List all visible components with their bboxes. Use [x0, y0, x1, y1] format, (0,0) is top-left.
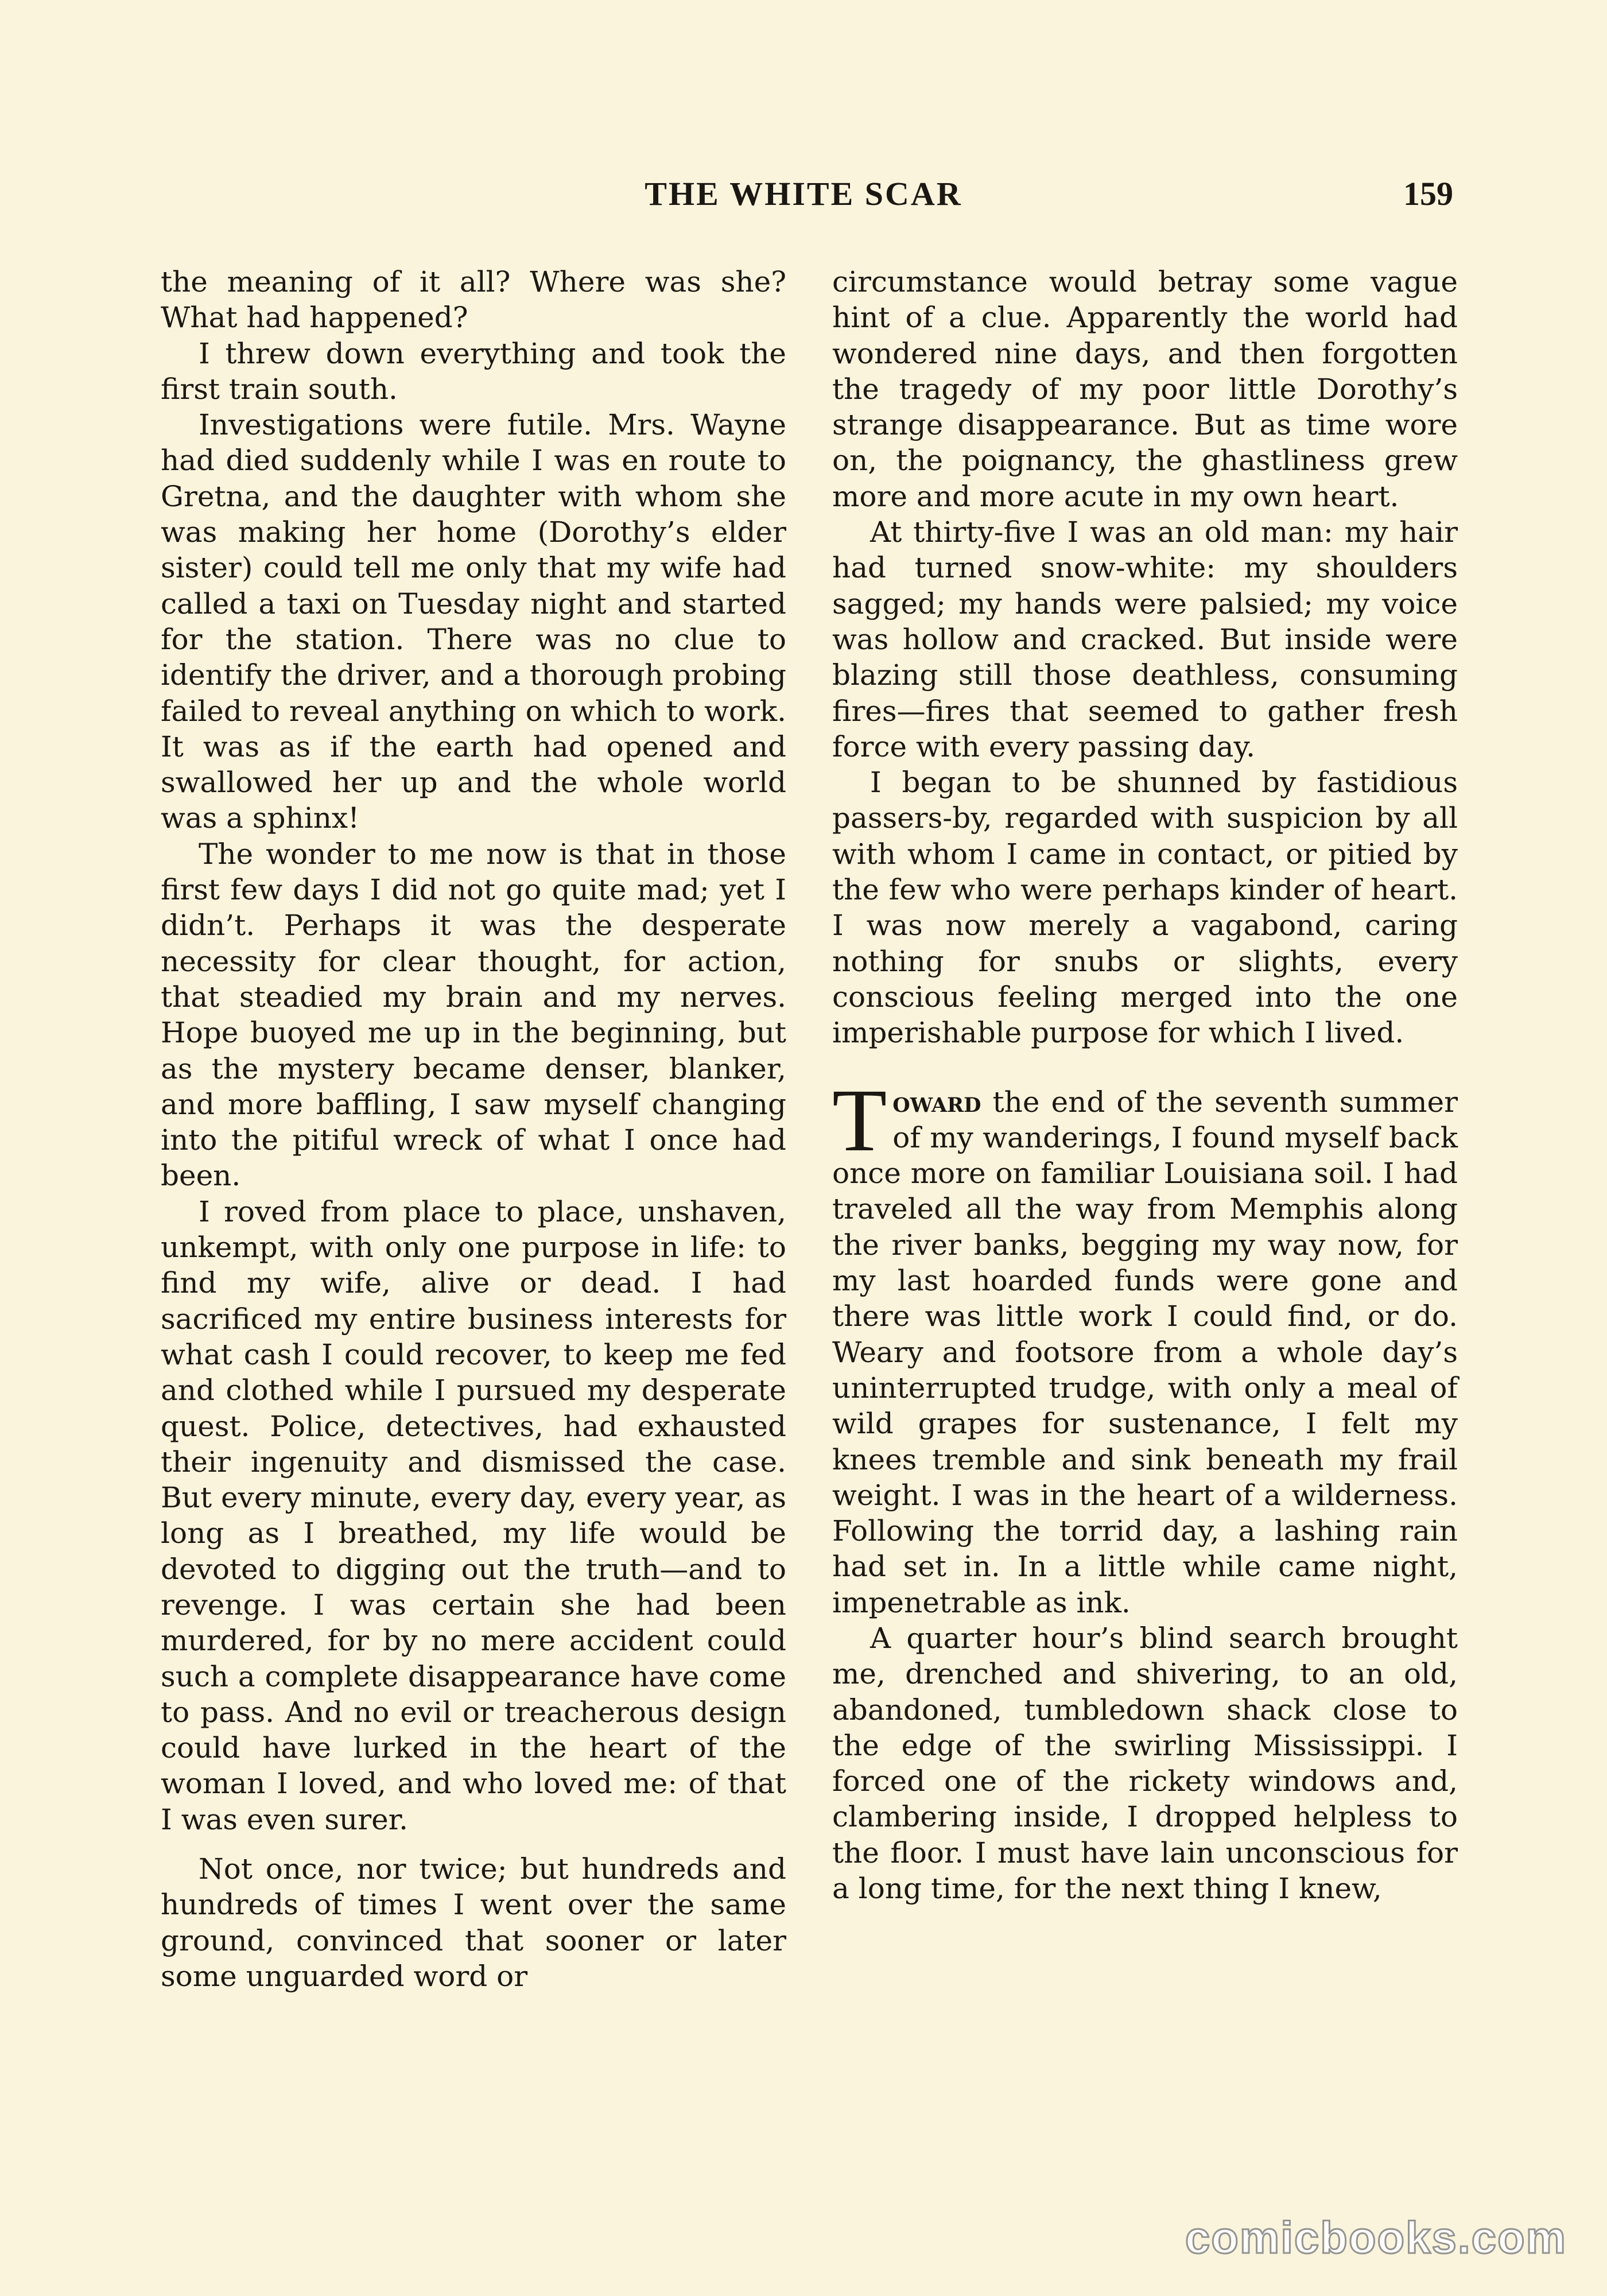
running-title: THE WHITE SCAR [645, 175, 962, 212]
paragraph: A quarter hour’s blind search brought me, drenched and shivering, to an old, abandoned, tumbledown shack close to the edge of the swirling Mississippi. I forced one of the rickety windows and, clambering inside, I dropped helpless to the floor. I must have lain unconscious for a long time, for the next thing I knew, [832, 1621, 1458, 1906]
right-column [832, 264, 1458, 1906]
drop-cap: T [832, 1070, 887, 1170]
section-opening-paragraph [832, 1070, 1458, 1620]
paragraph: circumstance would betray some vague hint of a clue. Apparently the world had wondered nine days, and then forgotten the tragedy of my poor little Dorothy’s strange disappearance. But as time wore on, the poignancy, the ghastliness grew more and more acute in my own heart. [832, 265, 1458, 513]
paragraph: Investigations were futile. Mrs. Wayne had died suddenly while I was en route to Gretna, and the daughter with whom she was making her home (Dorothy’s elder sister) could tell me only that my wife had called a taxi on Tuesday night and started for the station. There was no clue to identify the driver, and a thorough probing failed to reveal anything on which to work. It was as if the earth had opened and swallowed her up and the whole world was a sphinx! [161, 408, 786, 835]
section-break [832, 1051, 1458, 1084]
page-number: 159 [1403, 175, 1453, 212]
paragraph: The wonder to me now is that in those first few days I did not go quite mad; yet I didn’t. Perhaps it was the desperate necessity for clear thought, for action, that steadied my brain and my nerves. Hope buoyed me up in the beginning, but as the mystery became denser, blanker, and more baffling, I saw myself changing into the pitiful wreck of what I once had been. [161, 837, 786, 1193]
paragraph: I began to be shunned by fastidious passers-by, regarded with suspicion by all with whom I came in contact, or pitied by the few who were perhaps kinder of heart. I was now merely a vagabond, caring nothing for snubs or slights, every conscious feeling merged into the one imperishable purpose for which I lived. [832, 766, 1458, 1050]
paragraph: Not once, nor twice; but hundreds and hundreds of times I went over the same ground, convinced that sooner or later some unguarded word or [161, 1852, 786, 1993]
left-column [161, 264, 786, 1994]
small-caps-lead: oward [892, 1084, 981, 1119]
paragraph: At thirty-five I was an old man: my hair had turned snow-white: my shoulders sagged; my hands were palsied; my voice was hollow and cracked. But inside were blazing still those deathless, consuming fires—fires that seemed to gather fresh force with every passing day. [832, 515, 1458, 763]
paragraph: the meaning of it all? Where was she? What had happened? [161, 265, 786, 335]
paragraph: I roved from place to place, unshaven, unkempt, with only one purpose in life: to find my wife, alive or dead. I had sacrificed my entire business interests for what cash I could recover, to keep me fed and clothed while I pursued my desperate quest. Police, detectives, had exhausted their ingenuity and dismissed the case. But every minute, every day, every year, as long as I breathed, my life would be devoted to digging out the truth—and to revenge. I was certain she had been murdered, for by no mere accident could such a complete disappearance have come to pass. And no evil or treacherous design could have lurked in the heart of the woman I loved, and who loved me: of that I was even surer. [161, 1194, 786, 1836]
paragraph-text: the end of the seventh summer of my wanderings, I found myself back once more on familiar Louisiana soil. I had traveled all the way from Memphis along the river banks, begging my way now, for my last hoarded funds were gone and there was little work I could find, or do. Weary and footsore from a whole day’s uninterrupted trudge, with only a meal of wild grapes for sustenance, I felt my knees tremble and sink beneath my frail weight. I was in the heart of a wilderness. Following the torrid day, a lashing rain had set in. In a little while came night, impenetrable as ink. [832, 1085, 1458, 1619]
paragraph: I threw down everything and took the first train south. [161, 336, 786, 406]
watermark-logo: comicbooks.com [1185, 2212, 1567, 2263]
